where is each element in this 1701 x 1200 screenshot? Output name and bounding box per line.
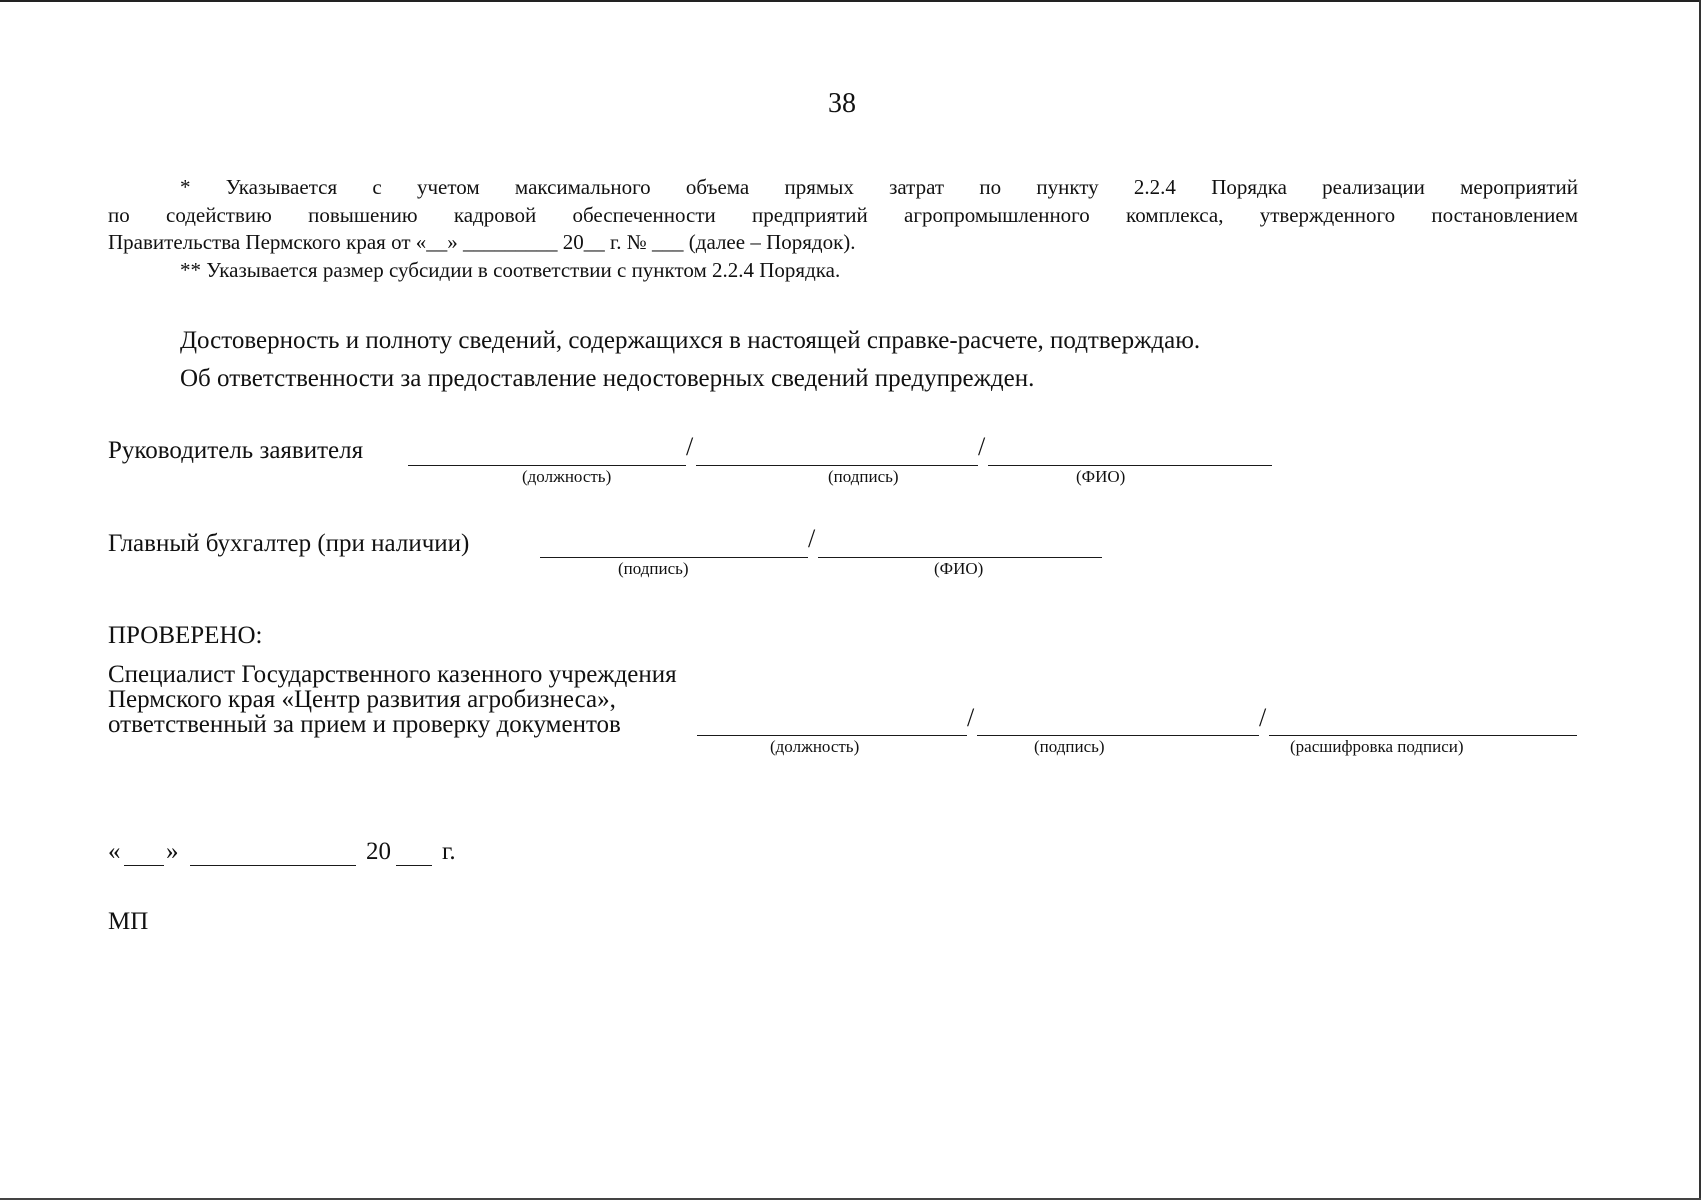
specialist-signature-field[interactable] (977, 735, 1259, 736)
caption-signature: (подпись) (618, 559, 689, 578)
specialist-position-field[interactable] (697, 735, 967, 736)
page-number: 38 (828, 88, 856, 119)
head-position-field[interactable] (408, 465, 686, 466)
caption-signature: (подпись) (828, 467, 899, 486)
head-name-field[interactable] (988, 465, 1272, 466)
footnote-2: ** Указывается размер субсидии в соответствии с пунктом 2.2.4 Порядка. (180, 258, 841, 282)
caption-position: (должность) (522, 467, 612, 486)
caption-signature-decryption: (расшифровка подписи) (1290, 737, 1464, 756)
footnote-1-line-2: по содействию повышению кадровой обеспеченности предприятий агропромышленного комплекса, утвержденного постановлением (108, 203, 1578, 227)
caption-name: (ФИО) (1076, 467, 1126, 486)
checked-line-3: ответственный за прием и проверку документов (108, 711, 621, 738)
head-signature-field[interactable] (696, 465, 978, 466)
date-year-suffix: г. (442, 838, 456, 865)
accountant-signature-label: Главный бухгалтер (при наличии) (108, 530, 470, 557)
head-signature-label: Руководитель заявителя (108, 437, 364, 464)
stamp-placeholder: МП (108, 908, 149, 935)
footnote-1-line-1: * Указывается с учетом максимального объема прямых затрат по пункту 2.2.4 Порядка реализации мероприятий (180, 175, 1578, 199)
separator-slash: / (978, 432, 986, 461)
checked-heading: ПРОВЕРЕНО: (108, 622, 263, 649)
separator-slash: / (967, 703, 975, 732)
separator-slash: / (808, 524, 816, 553)
checked-line-2: Пермского края «Центр развития агробизнеса», (108, 686, 616, 713)
specialist-name-field[interactable] (1269, 735, 1577, 736)
checked-line-1: Специалист Государственного казенного учреждения (108, 661, 677, 688)
date-open-quote: « (108, 838, 121, 865)
accountant-signature-field[interactable] (540, 557, 808, 558)
accountant-name-field[interactable] (818, 557, 1102, 558)
date-month-field[interactable] (190, 865, 356, 866)
caption-signature: (подпись) (1034, 737, 1105, 756)
confirmation-line-2: Об ответственности за предоставление недостоверных сведений предупрежден. (180, 365, 1035, 392)
date-year-field[interactable] (396, 865, 432, 866)
date-day-field[interactable] (124, 865, 164, 866)
confirmation-line-1: Достоверность и полноту сведений, содержащихся в настоящей справке-расчете, подтверждаю. (180, 327, 1201, 354)
separator-slash: / (1259, 703, 1267, 732)
separator-slash: / (686, 432, 694, 461)
caption-position: (должность) (770, 737, 860, 756)
date-year-prefix: 20 (366, 838, 391, 865)
scan-border-top (0, 0, 1701, 2)
date-close-quote: » (166, 838, 179, 865)
caption-name: (ФИО) (934, 559, 984, 578)
footnote-1-line-3: Правительства Пермского края от «__» _________ 20__ г. № ___ (далее – Порядок). (108, 230, 856, 254)
